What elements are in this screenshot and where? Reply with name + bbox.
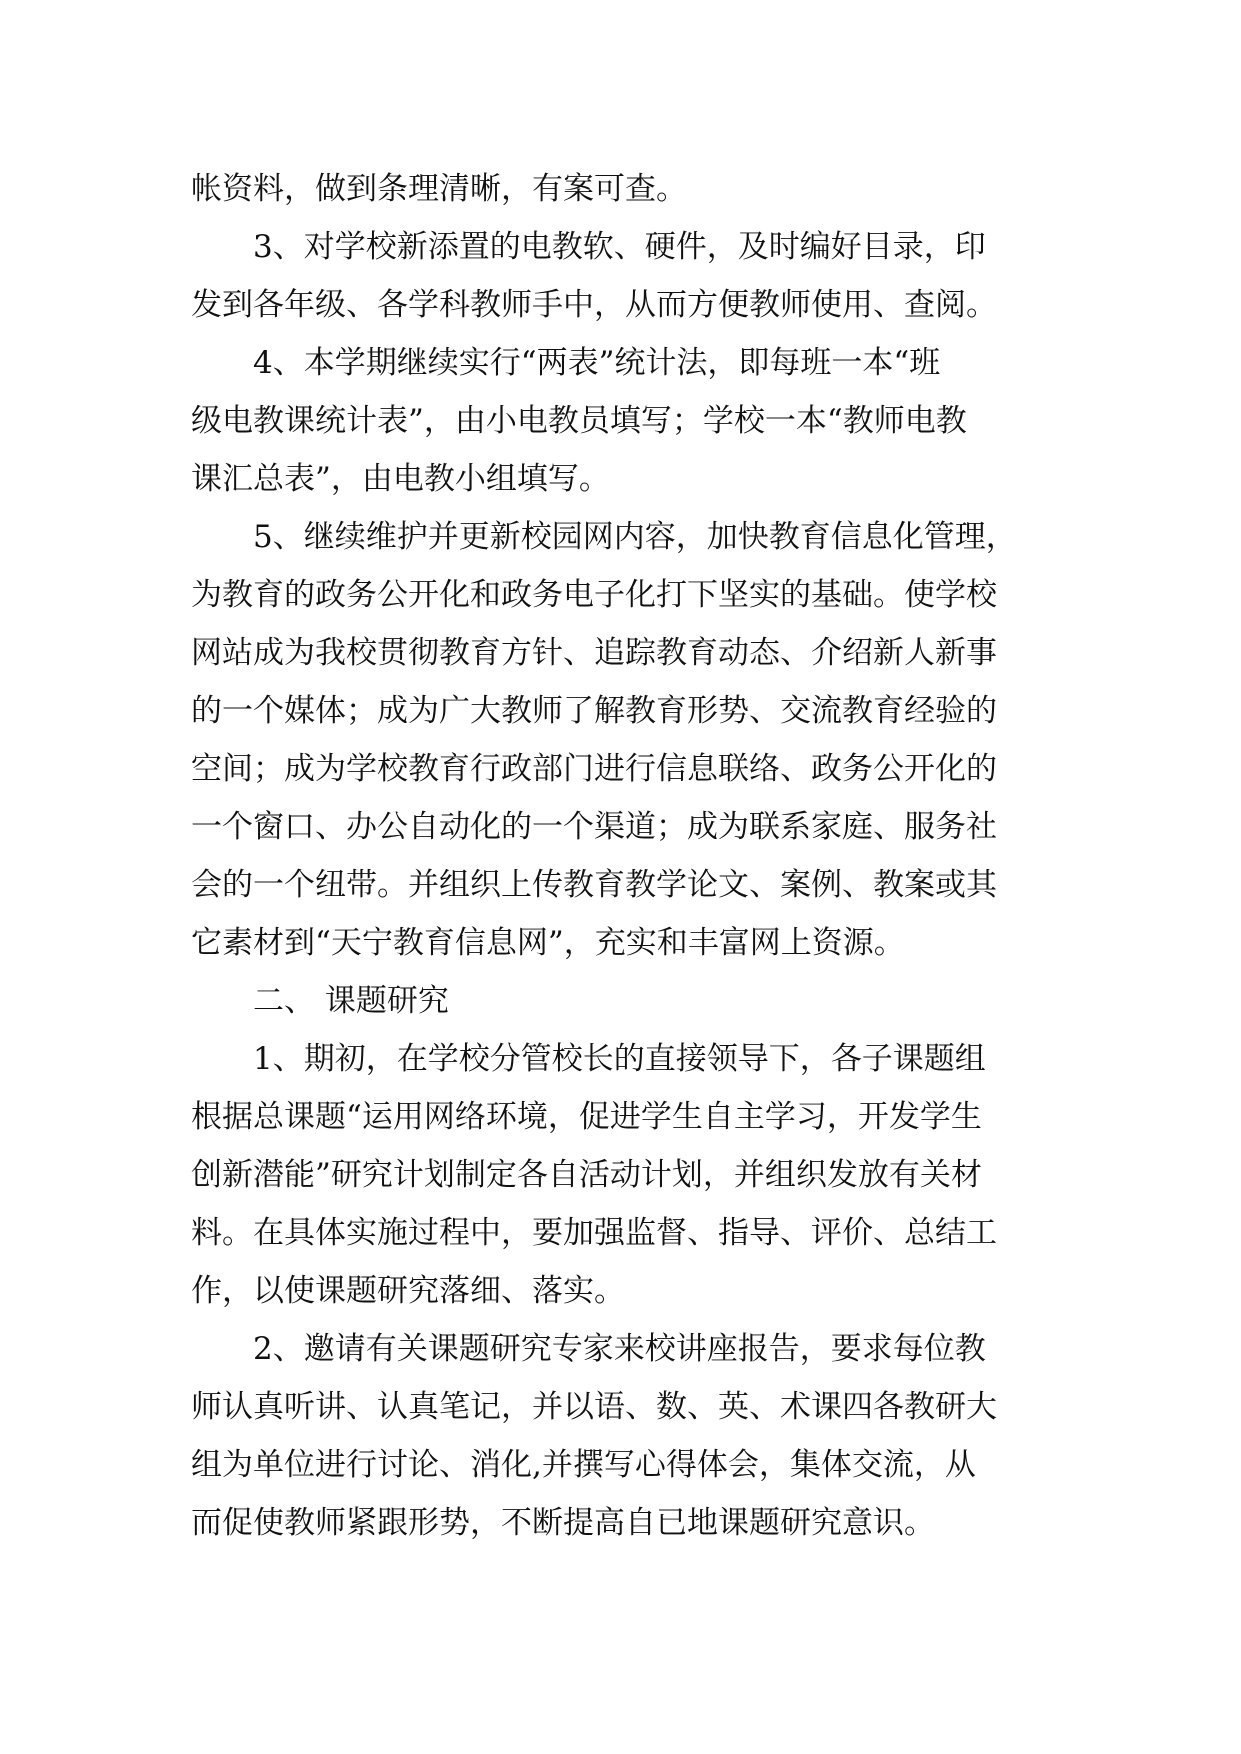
text-line: 一个窗口、办公自动化的一个渠道；成为联系家庭、服务社	[191, 809, 997, 845]
text-line: 而促使教师紧跟形势，不断提高自已地课题研究意识。	[191, 1505, 935, 1541]
text-line: 帐资料，做到条理清晰，有案可查。	[191, 171, 687, 207]
text-line: 它素材到“天宁教育信息网”，充实和丰富网上资源。	[191, 925, 905, 961]
text-line: 为教育的政务公开化和政务电子化打下坚实的基础。使学校	[191, 577, 997, 613]
text-line: 5、继续维护并更新校园网内容，加快教育信息化管理，	[253, 519, 1017, 555]
text-line: 组为单位进行讨论、消化,并撰写心得体会，集体交流，从	[191, 1447, 976, 1483]
document-body	[191, 160, 1063, 1552]
text-line: 的一个媒体；成为广大教师了解教育形势、交流教育经验的	[191, 693, 997, 729]
text-line: 作，以使课题研究落细、落实。	[191, 1273, 625, 1309]
section-heading: 二、 课题研究	[253, 983, 449, 1019]
text-line: 发到各年级、各学科教师手中，从而方便教师使用、查阅。	[191, 287, 997, 323]
text-line: 会的一个纽带。并组织上传教育教学论文、案例、教案或其	[191, 867, 997, 903]
text-line: 师认真听讲、认真笔记，并以语、数、英、术课四各教研大	[191, 1389, 997, 1425]
text-line: 课汇总表”，由电教小组填写。	[191, 461, 610, 497]
text-line: 2、邀请有关课题研究专家来校讲座报告，要求每位教	[253, 1331, 986, 1367]
text-line: 网站成为我校贯彻教育方针、追踪教育动态、介绍新人新事	[191, 635, 997, 671]
text-line: 1、期初，在学校分管校长的直接领导下，各子课题组	[253, 1041, 986, 1077]
text-line: 根据总课题“运用网络环境，促进学生自主学习，开发学生	[191, 1099, 982, 1135]
text-line: 级电教课统计表”，由小电教员填写；学校一本“教师电教	[191, 403, 967, 439]
text-line: 4、本学期继续实行“两表”统计法，即每班一本“班	[253, 345, 941, 381]
text-line: 3、对学校新添置的电教软、硬件，及时编好目录，印	[253, 229, 986, 265]
text-line: 料。在具体实施过程中，要加强监督、指导、评价、总结工	[191, 1215, 997, 1251]
text-line: 空间；成为学校教育行政部门进行信息联络、政务公开化的	[191, 751, 997, 787]
text-line: 创新潜能”研究计划制定各自活动计划，并组织发放有关材	[191, 1157, 982, 1193]
